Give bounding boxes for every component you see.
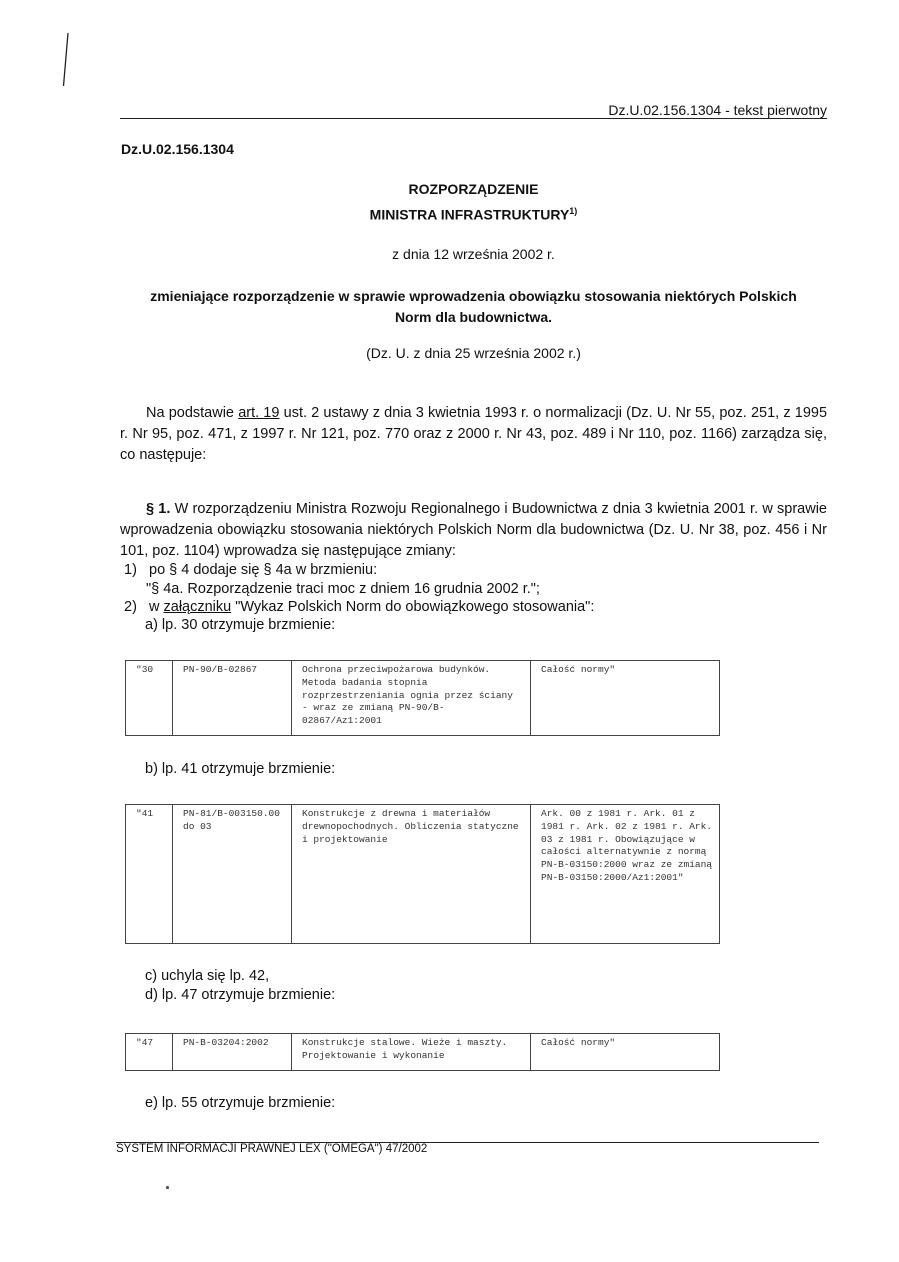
item-1-text: po § 4 dodaje się § 4a w brzmieniu: <box>149 562 378 578</box>
table-cell-lp: "41 <box>126 805 173 944</box>
item-2-suffix: "Wykaz Polskich Norm do obowiązkowego stosowania": <box>231 599 595 615</box>
sub-item-e: e) lp. 55 otrzymuje brzmienie: <box>145 1095 336 1111</box>
footnote-marker: 1) <box>569 206 578 216</box>
table-cell-norm: PN-90/B-02867 <box>173 661 292 736</box>
title-line-1: ROZPORZĄDZENIE <box>408 181 539 197</box>
table-cell-scope: Ark. 00 z 1981 r. Ark. 01 z 1981 r. Ark. 02 z 1981 r. Ark. 03 z 1981 r. Obowiązujące w całości alternatywnie z normą PN-B-03150:2000 wraz ze zmianą PN-B-03150:2000/Az1:2001" <box>531 805 720 944</box>
basis-text: ust. 2 ustawy z dnia 3 kwietnia 1993 r. o normalizacji (Dz. U. Nr 55, poz. 251, z 1995 r. Nr 95, poz. 471, z 1997 r. Nr 121, poz. 770 oraz z 2000 r. Nr 43, poz. 489 i Nr 110, poz. 1166) zarządza się, co następuje: <box>120 405 828 463</box>
margin-pen-mark <box>62 32 70 88</box>
table-cell-norm: PN-B-03204:2002 <box>173 1034 292 1071</box>
item-2-text <box>149 599 594 615</box>
item-1-number: 1) <box>124 562 137 578</box>
amendment-table-41 <box>125 804 720 944</box>
section-text: W rozporządzeniu Ministra Rozwoju Regionalnego i Budownictwa z dnia 3 kwietnia 2001 r. w sprawie wprowadzenia obowiązku stosowania niektórych Polskich Norm dla budownictwa (Dz. U. Nr 38, poz. 456 i Nr 101, poz. 1104) wprowadza się następujące zmiany: <box>120 501 827 559</box>
article-link[interactable]: art. 19 <box>238 405 280 421</box>
item-1-quote: "§ 4a. Rozporządzenie traci moc z dniem 16 grudnia 2002 r."; <box>146 581 540 597</box>
table-cell-norm: PN-81/B-003150.00 do 03 <box>173 805 292 944</box>
footer-text: SYSTEM INFORMACJI PRAWNEJ LEX ("OMEGA") 47/2002 <box>116 1143 428 1155</box>
item-2-number: 2) <box>124 599 137 615</box>
table-cell-lp: "47 <box>126 1034 173 1071</box>
table-row <box>126 1034 720 1071</box>
document-date: z dnia 12 września 2002 r. <box>392 246 555 262</box>
legal-basis-paragraph <box>120 403 827 466</box>
table-cell-title: Ochrona przeciwpożarowa budynków. Metoda badania stopnia rozprzestrzeniania ognia przez ściany - wraz ze zmianą PN-90/B-02867/Az1:2001 <box>292 661 531 736</box>
subject-line-1: zmieniające rozporządzenie w sprawie wprowadzenia obowiązku stosowania niektórych Polskich <box>150 288 797 304</box>
subject-line-2: Norm dla budownictwa. <box>394 309 553 325</box>
amendment-table-30 <box>125 660 720 736</box>
table-cell-title: Konstrukcje stalowe. Wieże i maszty. Projektowanie i wykonanie <box>292 1034 531 1071</box>
document-subject <box>120 286 827 328</box>
attachment-link[interactable]: załączniku <box>163 599 232 615</box>
sub-item-a: a) lp. 30 otrzymuje brzmienie: <box>145 617 336 633</box>
amendment-table-47 <box>125 1033 720 1071</box>
table-cell-lp: "30 <box>126 661 173 736</box>
title-line-2 <box>120 206 827 223</box>
table-cell-scope: Całość normy" <box>531 661 720 736</box>
sub-item-b: b) lp. 41 otrzymuje brzmienie: <box>145 761 336 777</box>
basis-prefix: Na podstawie <box>146 405 239 421</box>
header-divider <box>120 118 827 119</box>
issuer-name: MINISTRA INFRASTRUKTURY <box>369 206 570 223</box>
sub-item-c: c) uchyla się lp. 42, <box>145 968 270 984</box>
item-2-prefix: w <box>149 599 164 615</box>
scan-speck <box>166 1186 169 1189</box>
table-cell-scope: Całość normy" <box>531 1034 720 1071</box>
table-row <box>126 661 720 736</box>
section-1-paragraph <box>120 499 827 562</box>
publication-note: (Dz. U. z dnia 25 września 2002 r.) <box>366 345 581 361</box>
table-row <box>126 805 720 944</box>
table-cell-title: Konstrukcje z drewna i materiałów drewnopochodnych. Obliczenia statyczne i projektowanie <box>292 805 531 944</box>
header-reference: Dz.U.02.156.1304 - tekst pierwotny <box>608 102 827 118</box>
sub-item-d: d) lp. 47 otrzymuje brzmienie: <box>145 987 336 1003</box>
document-id: Dz.U.02.156.1304 <box>121 141 234 157</box>
section-label: § 1. <box>146 501 171 517</box>
